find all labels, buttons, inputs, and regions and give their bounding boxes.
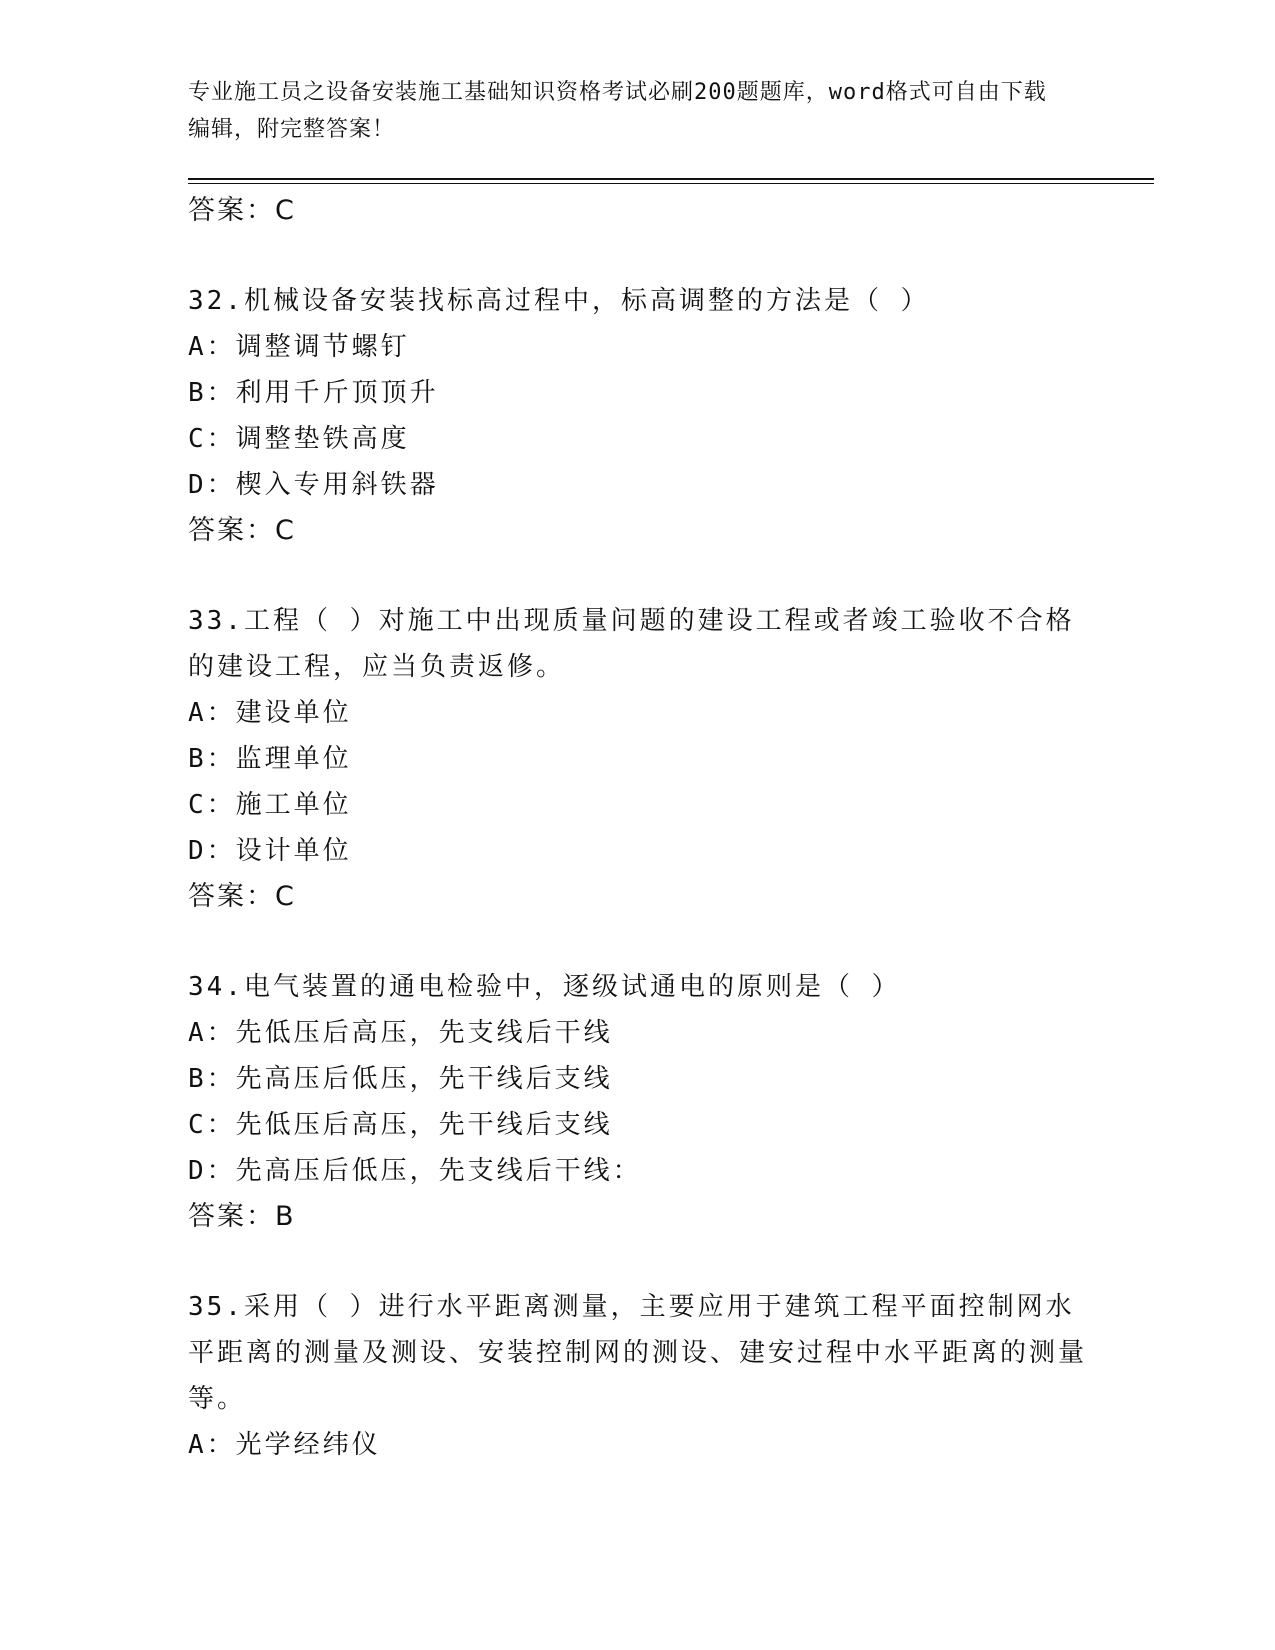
question-stem: 32.机械设备安装找标高过程中，标高调整的方法是（ ） [188,286,930,316]
question-stem: 33.工程（ ）对施工中出现质量问题的建设工程或者竣工验收不合格的建设工程，应当负责返修。 [188,606,1075,682]
question-list [188,188,1088,1468]
answer-line: 答案：C [188,881,296,912]
option-a: A：建设单位 [188,698,352,728]
answer-line: 答案：B [188,1201,296,1232]
option-c: C：施工单位 [188,790,352,820]
header-rule [188,178,1154,180]
answer-line: 答案：C [188,195,296,226]
option-d: D：楔入专用斜铁器 [188,470,439,500]
header-rule-thin [188,183,1154,184]
question-35 [188,1284,1088,1468]
option-b: B：先高压后低压，先干线后支线 [188,1064,613,1094]
question-33 [188,598,1088,920]
document-header: 专业施工员之设备安装施工基础知识资格考试必刷200题题库，word格式可自由下载编辑，附完整答案！ [188,80,1047,142]
option-a: A：光学经纬仪 [188,1430,381,1460]
answer-line: 答案：C [188,515,296,546]
question-stem: 34.电气装置的通电检验中，逐级试通电的原则是（ ） [188,972,901,1002]
option-d: D：先高压后低压，先支线后干线： [188,1156,642,1186]
option-c: C：先低压后高压，先干线后支线 [188,1110,613,1140]
question-stem: 35.采用（ ）进行水平距离测量，主要应用于建筑工程平面控制网水平距离的测量及测设、安装控制网的测设、建安过程中水平距离的测量等。 [188,1292,1088,1414]
option-a: A：调整调节螺钉 [188,332,410,362]
option-a: A：先低压后高压，先支线后干线 [188,1018,613,1048]
question-32 [188,278,1088,554]
option-d: D：设计单位 [188,836,352,866]
option-b: B：监理单位 [188,744,352,774]
option-b: B：利用千斤顶顶升 [188,378,439,408]
option-c: C：调整垫铁高度 [188,424,410,454]
question-34 [188,964,1088,1240]
